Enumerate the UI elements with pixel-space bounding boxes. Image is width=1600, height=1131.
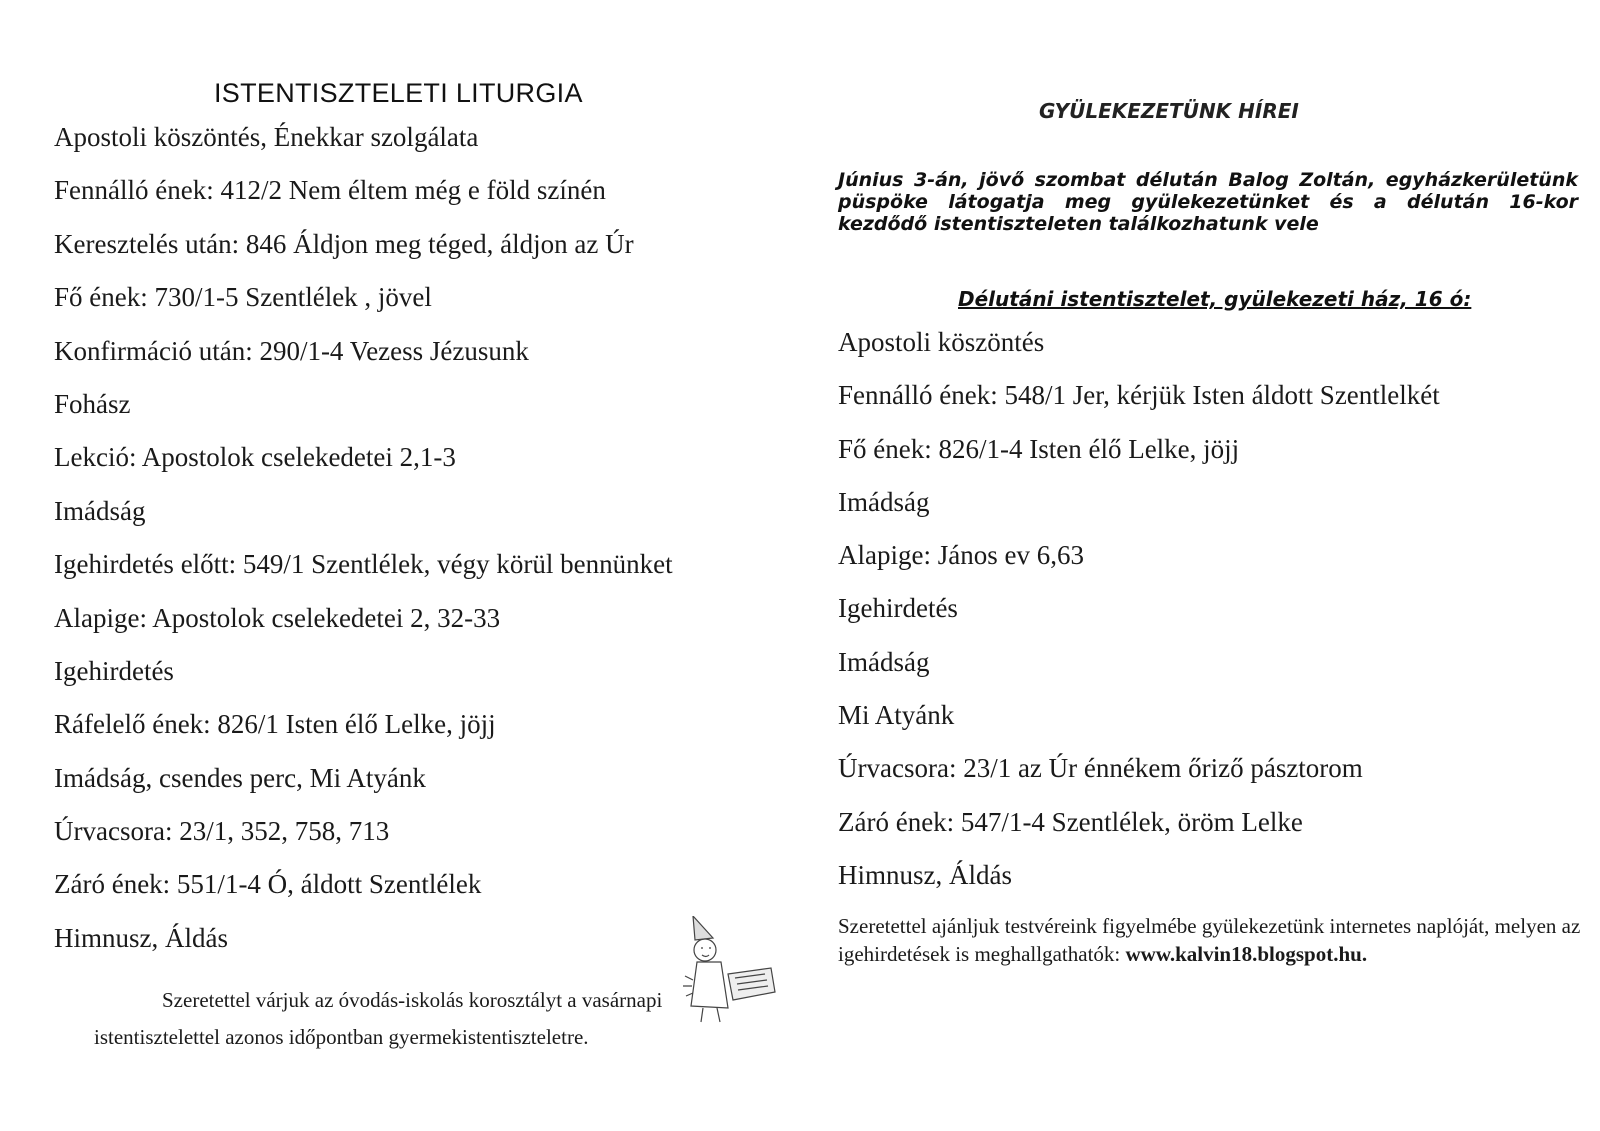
liturgy-item: Keresztelés után: 846 Áldjon meg téged, áldjon az Úr xyxy=(54,228,634,259)
service-item: Mi Atyánk xyxy=(838,700,955,731)
liturgy-item: Imádság, csendes perc, Mi Atyánk xyxy=(54,762,426,793)
blog-note-text: Szeretettel ajánljuk testvéreink figyelmébe gyülekezetünk internetes naplóját, melyen az igehirdetések is meghallgathatók: xyxy=(838,914,1581,966)
service-item: Imádság xyxy=(838,646,930,677)
blog-url: www.kalvin18.blogspot.hu. xyxy=(1125,942,1368,966)
liturgy-item: Alapige: Apostolok cselekedetei 2, 32-33 xyxy=(54,602,501,633)
liturgy-item: Igehirdetés xyxy=(54,655,174,686)
child-sketch-illustration xyxy=(683,916,783,1026)
liturgy-item: Fohász xyxy=(54,388,131,419)
children-service-note: Szeretettel várjuk az óvodás-iskolás korosztályt a vasárnapi istentisztelettel azonos időpontban gyermekistentiszteletre. xyxy=(94,988,663,1049)
service-item: Alapige: János ev 6,63 xyxy=(838,540,1084,571)
blog-recommendation-note xyxy=(838,912,1588,968)
afternoon-service-list xyxy=(838,324,1440,910)
liturgy-item: Fennálló ének: 412/2 Nem éltem még e föld színén xyxy=(54,175,606,206)
afternoon-service-heading: Délutáni istentisztelet, gyülekezeti ház, 16 ó: xyxy=(958,287,1472,311)
liturgy-item: Igehirdetés előtt: 549/1 Szentlélek, végy körül bennünket xyxy=(54,549,673,580)
liturgy-item: Úrvacsora: 23/1, 352, 758, 713 xyxy=(54,816,390,847)
liturgy-title: ISTENTISZTELETI LITURGIA xyxy=(214,78,583,108)
liturgy-list xyxy=(54,119,673,973)
service-item: Apostoli köszöntés xyxy=(838,327,1045,357)
liturgy-item: Lekció: Apostolok cselekedetei 2,1-3 xyxy=(54,442,456,473)
service-item: Fennálló ének: 548/1 Jer, kérjük Isten áldott Szentlelkét xyxy=(838,380,1440,411)
liturgy-item: Imádság xyxy=(54,495,146,526)
bishop-visit-announcement: Június 3-án, jövő szombat délután Balog Zoltán, egyházkerületünk püspöke látogatja meg gyülekezetünket és a délután 16-kor kezdődő istentiszteleten találkozhatunk vele xyxy=(838,169,1578,235)
service-item: Fő ének: 826/1-4 Isten élő Lelke, jöjj xyxy=(838,433,1240,464)
liturgy-item: Ráfelelő ének: 826/1 Isten élő Lelke, jöjj xyxy=(54,709,496,740)
liturgy-item: Konfirmáció után: 290/1-4 Vezess Jézusunk xyxy=(54,335,529,366)
service-item: Igehirdetés xyxy=(838,593,958,624)
news-title: GYÜLEKEZETÜNK HÍREI xyxy=(1039,99,1299,123)
liturgy-item: Fő ének: 730/1-5 Szentlélek , jövel xyxy=(54,282,432,313)
service-item: Úrvacsora: 23/1 az Úr énnékem őriző pásztorom xyxy=(838,753,1363,784)
service-item: Imádság xyxy=(838,486,930,517)
liturgy-item: Záró ének: 551/1-4 Ó, áldott Szentlélek xyxy=(54,869,482,900)
liturgy-item: Apostoli köszöntés, Énekkar szolgálata xyxy=(54,122,479,152)
service-item: Záró ének: 547/1-4 Szentlélek, öröm Lelke xyxy=(838,806,1303,837)
service-item: Himnusz, Áldás xyxy=(838,859,1012,890)
liturgy-item: Himnusz, Áldás xyxy=(54,922,228,953)
